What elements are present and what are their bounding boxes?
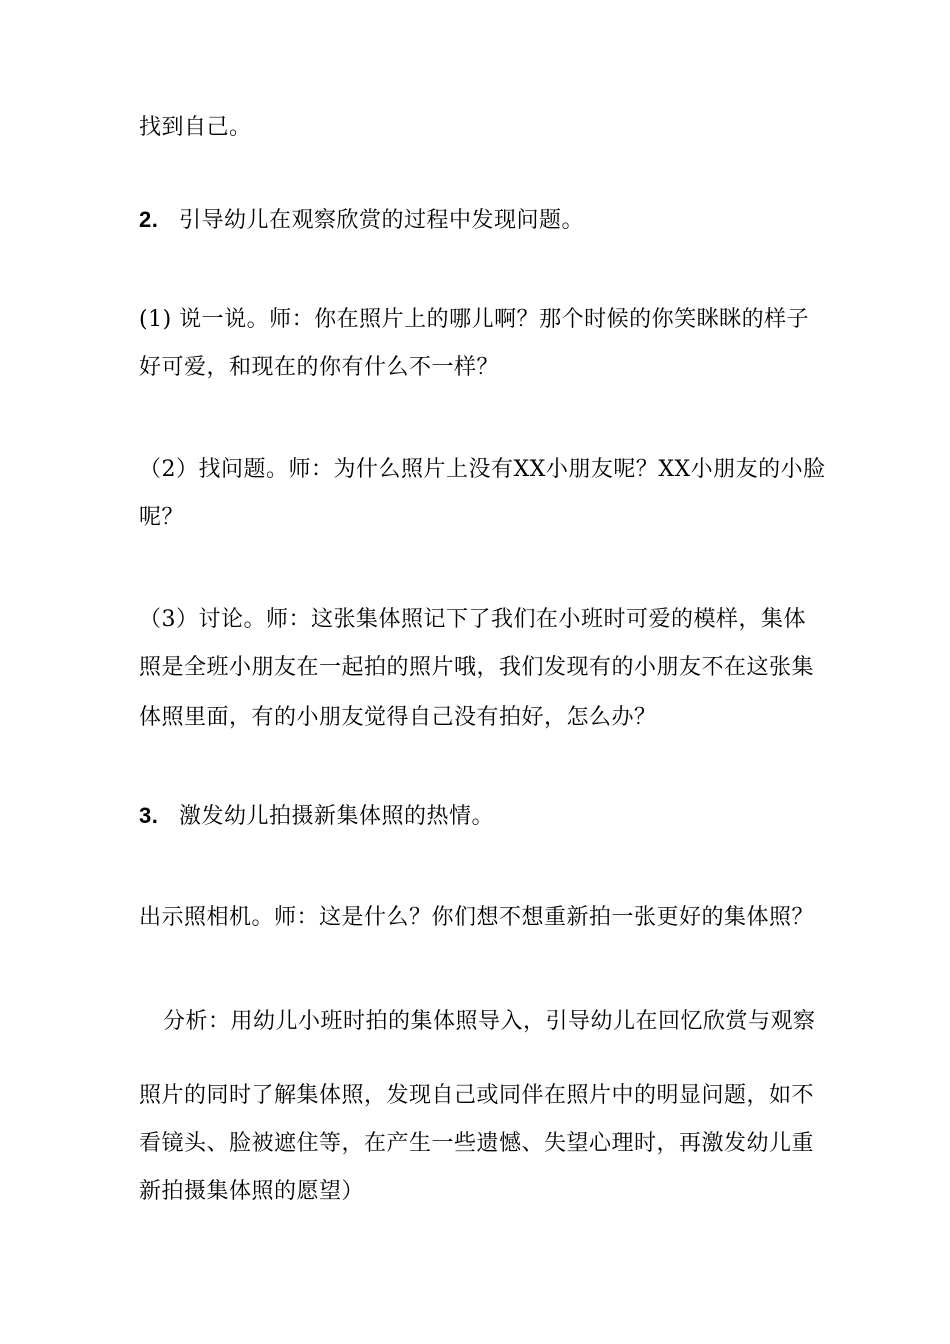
paragraph-line: 出示照相机。师：这是什么？你们想不想重新拍一张更好的集体照？: [139, 905, 815, 930]
paragraph-line: （3）讨论。师：这张集体照记下了我们在小班时可爱的模样，集体: [139, 607, 806, 632]
section-number: 3.: [139, 803, 159, 828]
analysis-line: 照片的同时了解集体照，发现自己或同伴在照片中的明显问题，如不: [139, 1083, 815, 1108]
analysis-line: 新拍摄集体照的愿望）: [139, 1179, 365, 1204]
section-number: 2.: [139, 207, 159, 232]
paragraph-line: 找到自己。: [139, 115, 252, 140]
paragraph-line: 照是全班小朋友在一起拍的照片哦，我们发现有的小朋友不在这张集: [139, 655, 815, 680]
section-heading-3: [139, 801, 494, 832]
paragraph-line: (1) 说一说。师：你在照片上的哪儿啊？那个时候的你笑眯眯的样子: [139, 307, 810, 332]
section-heading-2: [139, 205, 584, 236]
paragraph-line: 呢？: [139, 505, 185, 530]
paragraph-line: （2）找问题。师：为什么照片上没有XX小朋友呢？XX小朋友的小脸: [139, 457, 826, 482]
analysis-line: 分析：用幼儿小班时拍的集体照导入，引导幼儿在回忆欣赏与观察: [163, 1009, 816, 1034]
analysis-line: 看镜头、脸被遮住等，在产生一些遗憾、失望心理时，再激发幼儿重: [139, 1131, 815, 1156]
section-title: 引导幼儿在观察欣赏的过程中发现问题。: [179, 208, 585, 233]
paragraph-line: 好可爱，和现在的你有什么不一样？: [139, 355, 500, 380]
paragraph-line: 体照里面，有的小朋友觉得自己没有拍好，怎么办？: [139, 705, 657, 730]
section-title: 激发幼儿拍摄新集体照的热情。: [179, 804, 495, 829]
